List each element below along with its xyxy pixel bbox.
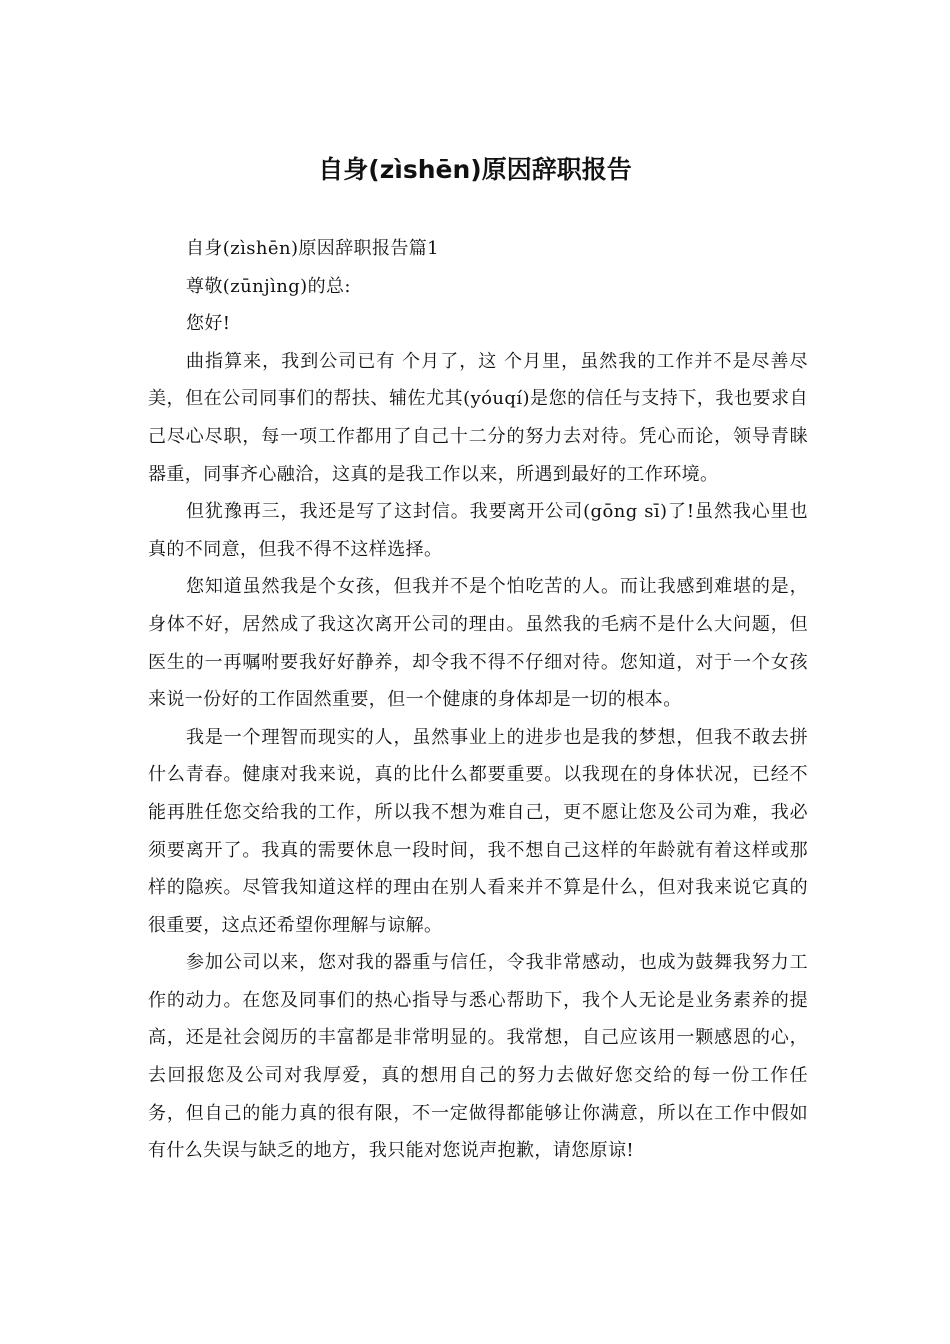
document-body — [148, 230, 808, 1170]
section-heading: 自身(zìshēn)原因辞职报告篇1 — [186, 238, 440, 259]
document-title: 自身(zìshēn)原因辞职报告 — [318, 155, 632, 184]
greeting: 您好! — [186, 313, 231, 335]
body-paragraph: 但犹豫再三，我还是写了这封信。我要离开公司(gōng sī)了!虽然我心里也真的不同意，但我不得不这样选择。 — [148, 501, 808, 560]
body-paragraph: 我是一个理智而现实的人，虽然事业上的进步也是我的梦想，但我不敢去拼什么青春。健康对我来说，真的比什么都要重要。以我现在的身体状况，已经不能再胜任您交给我的工作，所以我不想为难自己，更不愿让您及公司为难，我必须要离开了。我真的需要休息一段时间，我不想自己这样的年龄就有着这样或那样的隐疾。尽管我知道这样的理由在别人看来并不算是什么，但对我来说它真的很重要，这点还希望你理解与谅解。 — [148, 726, 808, 936]
body-paragraph: 参加公司以来，您对我的器重与信任，令我非常感动，也成为鼓舞我努力工作的动力。在您及同事们的热心指导与悉心帮助下，我个人无论是业务素养的提高，还是社会阅历的丰富都是非常明显的。我常想，自己应该用一颗感恩的心，去回报您及公司对我厚爱，真的想用自己的努力去做好您交给的每一份工作任务，但自己的能力真的很有限，不一定做得都能够让你满意，所以在工作中假如有什么失误与缺乏的地方，我只能对您说声抱歉，请您原谅! — [148, 952, 808, 1162]
body-paragraph: 您知道虽然我是个女孩，但我并不是个怕吃苦的人。而让我感到难堪的是，身体不好，居然成了我这次离开公司的理由。虽然我的毛病不是什么大问题，但医生的一再嘱咐要我好好静养，却令我不得不仔细对待。您知道，对于一个女孩来说一份好的工作固然重要，但一个健康的身体却是一切的根本。 — [148, 576, 808, 711]
salutation: 尊敬(zūnjìng)的总: — [186, 275, 351, 297]
body-paragraph: 曲指算来，我到公司已有 个月了，这 个月里，虽然我的工作并不是尽善尽美，但在公司同事们的帮扶、辅佐尤其(yóuqí)是您的信任与支持下，我也要求自己尽心尽职，每一项工作都用了自己十二分的努力去对待。凭心而论，领导青睐器重，同事齐心融洽，这真的是我工作以来，所遇到最好的工作环境。 — [148, 350, 808, 485]
